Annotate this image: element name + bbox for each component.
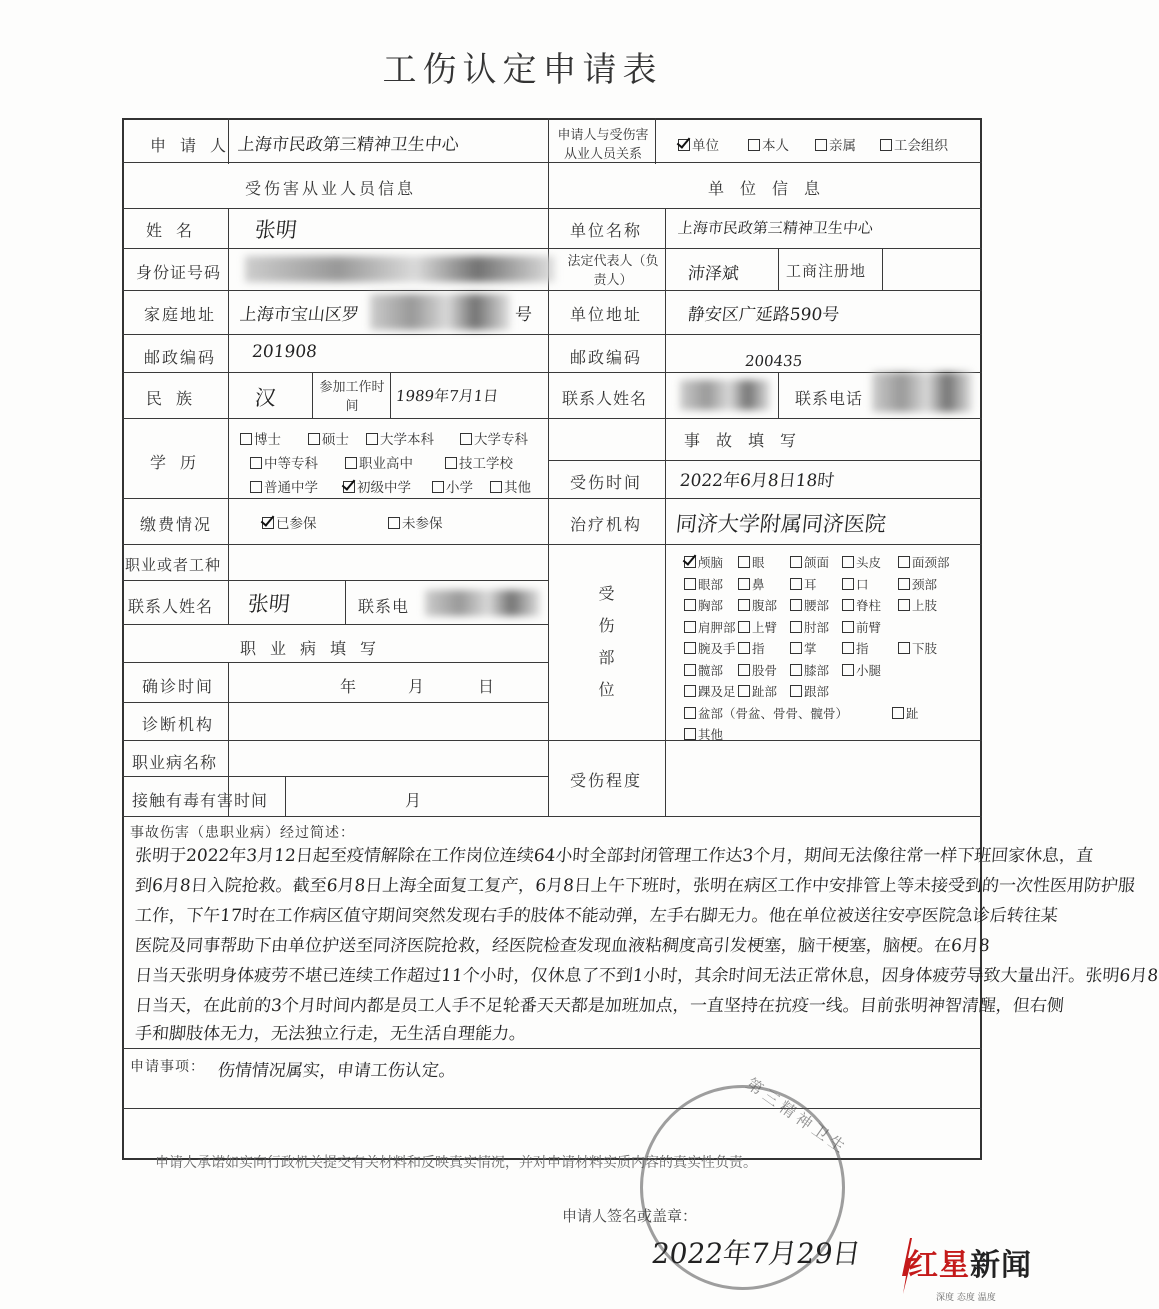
injured-part-option: 腕及手	[684, 639, 736, 657]
injured-part-option: 头皮	[842, 553, 881, 571]
injured-part-option: 颈部	[898, 575, 937, 593]
unit-name-label: 单位名称	[570, 221, 643, 240]
injured-part-option: 口	[842, 575, 869, 593]
work-start-label: 参加工作时间	[319, 380, 385, 414]
edu-option: 中等专科	[250, 452, 318, 472]
applicant-label: 申请人	[150, 136, 241, 155]
edu-option: 博士	[240, 428, 281, 448]
checkbox-icon	[738, 642, 750, 654]
checkbox-icon	[684, 664, 696, 676]
checkbox-icon	[738, 664, 750, 676]
insurance-option-uninsured: 未参保	[388, 512, 443, 532]
checkbox-icon	[738, 599, 750, 611]
form-title: 工伤认定申请表	[382, 50, 663, 90]
declaration: 申请人承诺如实向行政机关提交有关材料和反映真实情况，并对申请材料实质内容的真实性负责。	[155, 1155, 757, 1171]
injured-part-option: 脊柱	[842, 596, 881, 614]
postcode-label: 邮政编码	[144, 348, 217, 367]
checkbox-icon	[460, 433, 472, 445]
diagnosis-month: 月	[408, 677, 426, 696]
exposure-unit: 月	[405, 791, 423, 810]
checkbox-icon	[898, 556, 910, 568]
worker-name-label: 姓名	[146, 221, 207, 240]
checkbox-icon	[738, 556, 750, 568]
narrative-line: 医院及同事帮助下由单位护送至同济医院抢救，经医院检查发现血液粘稠度高引发梗塞，脑干梗塞，脑梗。在6月8	[134, 936, 991, 956]
severity-label: 受伤程度	[570, 771, 643, 790]
hospital: 同济大学附属同济医院	[674, 512, 888, 536]
checkbox-icon	[880, 139, 892, 151]
injured-part-option: 上肢	[898, 596, 937, 614]
checkbox-icon	[308, 433, 320, 445]
narrative-line: 到6月8日入院抢救。截至6月8日上海全面复工复产，6月8日上午下班时，张明在病区工作中安排管上等未接受到的一次性医用防护服	[134, 876, 1136, 896]
edu-option: 技工学校	[445, 452, 513, 472]
registration-label: 工商注册地	[786, 262, 867, 280]
injured-part-option: 眼	[738, 553, 765, 571]
injured-part-option: 胸部	[684, 596, 723, 614]
injured-part-option: 小腿	[842, 661, 881, 679]
injured-part-option: 其他	[684, 725, 723, 743]
injured-part-option: 腹部	[738, 596, 777, 614]
edu-option: 大学专科	[460, 428, 528, 448]
checkbox-icon	[738, 685, 750, 697]
checkbox-icon	[684, 621, 696, 633]
relation-option-relative: 亲属	[815, 134, 856, 154]
injured-part-option: 下肢	[898, 639, 937, 657]
narrative-line: 日当天张明身体疲劳不堪已连续工作超过11个小时，仅休息了不到1小时，其余时间无法正常休息，因身体疲劳导致大量出汗。张明6月8	[134, 966, 1159, 986]
injured-part-option: 肘部	[790, 618, 829, 636]
narrative-label: 事故伤害（患职业病）经过简述：	[130, 825, 355, 841]
checkbox-icon	[790, 599, 802, 611]
redacted-unit-phone	[872, 372, 972, 412]
injured-part-option: 腰部	[790, 596, 829, 614]
checkbox-icon	[250, 457, 262, 469]
checkbox-icon	[748, 139, 760, 151]
checkbox-icon	[790, 556, 802, 568]
worker-contact-label: 联系人姓名	[128, 597, 214, 616]
injured-parts-label: 受伤部位	[598, 584, 616, 699]
redacted-unit-contact	[680, 380, 770, 410]
narrative-line: 日当天，在此前的3个月时间内都是员工人手不足轮番天天都是加班加点，一直坚持在抗疫一线。目前张明神智清醒，但右侧	[134, 996, 1065, 1016]
checkbox-icon	[898, 599, 910, 611]
checkbox-icon	[684, 707, 696, 719]
unit-contact-phone-label: 联系电话	[795, 389, 864, 408]
checkbox-icon	[684, 578, 696, 590]
injured-part-option: 肩胛部	[684, 618, 736, 636]
injured-part-option: 前臂	[842, 618, 881, 636]
worker-section-header: 受伤害从业人员信息	[245, 179, 417, 198]
hospital-label: 治疗机构	[570, 515, 643, 534]
injured-part-option: 盆部（骨盆、骨骨、髋骨）	[684, 704, 848, 722]
legal-rep-label: 法定代表人（负责人）	[567, 254, 659, 288]
checkbox-icon	[262, 517, 274, 529]
injured-part-option: 指	[738, 639, 765, 657]
redacted-address	[370, 294, 510, 330]
worker-postcode: 201908	[250, 342, 318, 362]
insurance-label: 缴费情况	[140, 515, 213, 534]
legal-rep: 沛泽斌	[686, 264, 740, 284]
exposure-label: 接触有毒有害时间	[132, 791, 269, 810]
checkbox-icon	[815, 139, 827, 151]
request-value: 伤情情况属实，申请工伤认定。	[216, 1061, 457, 1081]
unit-contact-name-label: 联系人姓名	[562, 389, 648, 408]
signature-label: 申请人签名或盖章：	[562, 1207, 698, 1225]
checkbox-icon	[343, 481, 355, 493]
seal-text: 第三精神卫生	[742, 1074, 853, 1159]
checkbox-icon	[898, 578, 910, 590]
checkbox-icon	[790, 685, 802, 697]
request-label: 申请事项：	[130, 1059, 205, 1075]
checkbox-icon	[738, 621, 750, 633]
injured-part-option: 掌	[790, 639, 817, 657]
injured-part-option: 鼻	[738, 575, 765, 593]
redacted-worker-phone	[425, 590, 540, 616]
narrative-line: 张明于2022年3月12日起至疫情解除在工作岗位连续64小时全部封闭管理工作达3个月，期间无法像往常一样下班回家休息，直	[134, 846, 1095, 866]
edu-option: 初级中学	[343, 476, 411, 496]
watermark-logo: 红星新闻	[908, 1248, 1032, 1283]
relation-option-union: 工会组织	[880, 134, 948, 154]
edu-option: 其他	[490, 476, 531, 496]
id-number-label: 身份证号码	[136, 263, 222, 282]
injured-part-option: 眼部	[684, 575, 723, 593]
checkbox-icon	[790, 642, 802, 654]
injured-part-option: 颅脑	[684, 553, 723, 571]
checkbox-icon	[388, 517, 400, 529]
disease-name-label: 职业病名称	[132, 753, 218, 772]
insurance-option-insured: 已参保	[262, 512, 317, 532]
checkbox-icon	[678, 139, 690, 151]
edu-option: 大学本科	[366, 428, 434, 448]
worker-contact-phone-label: 联系电	[358, 597, 410, 616]
injured-part-option: 髋部	[684, 661, 723, 679]
checkbox-icon	[345, 457, 357, 469]
checkbox-icon	[445, 457, 457, 469]
checkbox-icon	[684, 599, 696, 611]
unit-address: 静安区广延路590号	[686, 305, 841, 325]
edu-option: 普通中学	[250, 476, 318, 496]
checkbox-icon	[790, 578, 802, 590]
home-address-suffix: 号	[513, 305, 533, 325]
unit-postcode: 200435	[744, 352, 804, 370]
diagnosis-org-label: 诊断机构	[142, 715, 215, 734]
unit-section-header: 单位信息	[708, 179, 837, 198]
injured-part-option: 股骨	[738, 661, 777, 679]
worker-name: 张明	[253, 218, 299, 242]
relation-option-self: 本人	[748, 134, 789, 154]
checkbox-icon	[842, 642, 854, 654]
injured-part-option: 上臂	[738, 618, 777, 636]
injured-part-option: 趾	[892, 704, 919, 722]
checkbox-icon	[684, 556, 696, 568]
injured-part-option: 趾部	[738, 682, 777, 700]
unit-postcode-label: 邮政编码	[570, 348, 643, 367]
signature-date: 2022年7月29日	[649, 1237, 863, 1270]
edu-option: 职业高中	[345, 452, 413, 472]
ethnicity-label: 民族	[146, 389, 207, 408]
narrative-line: 手和脚肢体无力，无法独立行走，无生活自理能力。	[134, 1024, 527, 1044]
injured-part-option: 踝及足	[684, 682, 736, 700]
checkbox-icon	[842, 599, 854, 611]
worker-contact-name: 张明	[246, 592, 292, 616]
diagnosis-time-label: 确诊时间	[142, 677, 215, 696]
home-address: 上海市宝山区罗	[238, 305, 360, 325]
checkbox-icon	[240, 433, 252, 445]
injured-part-option: 面颈部	[898, 553, 950, 571]
education-label: 学历	[150, 453, 211, 472]
unit-name: 上海市民政第三精神卫生中心	[677, 219, 874, 237]
checkbox-icon	[842, 664, 854, 676]
checkbox-icon	[898, 642, 910, 654]
redacted-id-number	[245, 256, 555, 282]
injury-time: 2022年6月8日18时	[678, 471, 836, 491]
injured-part-option: 耳	[790, 575, 817, 593]
checkbox-icon	[684, 728, 696, 740]
checkbox-icon	[842, 578, 854, 590]
checkbox-icon	[684, 642, 696, 654]
checkbox-icon	[892, 707, 904, 719]
checkbox-icon	[684, 685, 696, 697]
checkbox-icon	[790, 621, 802, 633]
edu-option: 硕士	[308, 428, 349, 448]
occupation-label: 职业或者工种	[125, 556, 222, 574]
checkbox-icon	[842, 621, 854, 633]
accident-section-header: 事故填写	[684, 431, 813, 450]
checkbox-icon	[366, 433, 378, 445]
checkbox-icon	[738, 578, 750, 590]
injured-part-option: 膝部	[790, 661, 829, 679]
applicant-value: 上海市民政第三精神卫生中心	[236, 135, 460, 155]
work-start: 1989年7月1日	[395, 387, 500, 405]
relation-label: 申请人与受伤害从业人员关系	[557, 128, 649, 162]
diagnosis-year: 年	[340, 677, 358, 696]
checkbox-icon	[490, 481, 502, 493]
checkbox-icon	[432, 481, 444, 493]
edu-option: 小学	[432, 476, 473, 496]
diagnosis-day: 日	[478, 677, 496, 696]
injured-part-option: 指	[842, 639, 869, 657]
disease-section-header: 职业病填写	[240, 639, 391, 658]
unit-address-label: 单位地址	[570, 305, 643, 324]
checkbox-icon	[790, 664, 802, 676]
checkbox-icon	[250, 481, 262, 493]
injured-part-option: 跟部	[790, 682, 829, 700]
ethnicity: 汉	[253, 386, 278, 410]
narrative-line: 工作，下午17时在工作病区值守期间突然发现右手的肢体不能动弹，左手右脚无力。他在单位被送往安亭医院急诊后转往某	[134, 906, 1059, 926]
relation-option-unit: 单位	[678, 134, 719, 154]
injury-time-label: 受伤时间	[570, 473, 643, 492]
home-address-label: 家庭地址	[144, 305, 217, 324]
injured-part-option: 颌面	[790, 553, 829, 571]
checkbox-icon	[842, 556, 854, 568]
watermark-slogan: 深度 态度 温度	[936, 1293, 996, 1303]
